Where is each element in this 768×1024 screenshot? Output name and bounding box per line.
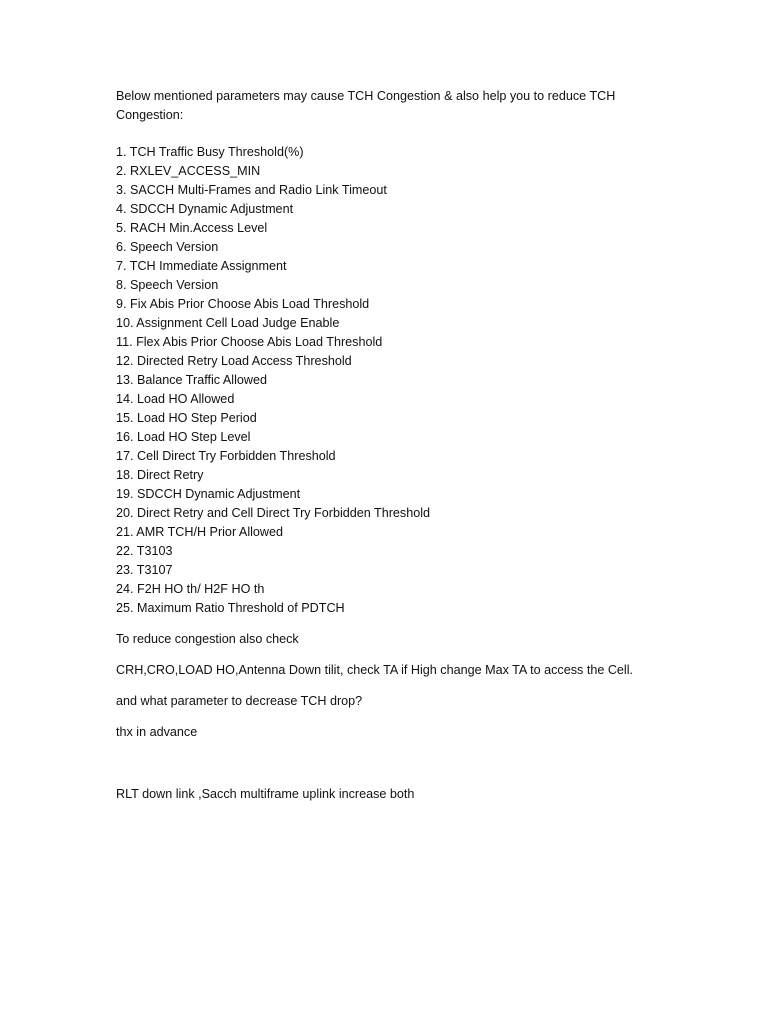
- list-item: 13. Balance Traffic Allowed: [116, 373, 267, 387]
- document-body: [116, 87, 656, 804]
- list-item: 6. Speech Version: [116, 240, 219, 254]
- list-item: 23. T3107: [116, 563, 173, 577]
- list-item: 9. Fix Abis Prior Choose Abis Load Threshold: [116, 297, 370, 311]
- list-item: 10. Assignment Cell Load Judge Enable: [116, 316, 340, 330]
- list-item: 12. Directed Retry Load Access Threshold: [116, 354, 352, 368]
- list-item: 20. Direct Retry and Cell Direct Try Forbidden Threshold: [116, 506, 431, 520]
- list-item: 1. TCH Traffic Busy Threshold(%): [116, 145, 304, 159]
- intro-paragraph: Below mentioned parameters may cause TCH Congestion & also help you to reduce TCH Congestion:: [116, 89, 616, 122]
- list-item: 19. SDCCH Dynamic Adjustment: [116, 487, 301, 501]
- reduce-congestion-detail: CRH,CRO,LOAD HO,Antenna Down tilit, check TA if High change Max TA to access the Cell.: [116, 663, 634, 677]
- list-item: 18. Direct Retry: [116, 468, 204, 482]
- question-text: and what parameter to decrease TCH drop?: [116, 694, 363, 708]
- list-item: 11. Flex Abis Prior Choose Abis Load Threshold: [116, 335, 383, 349]
- list-item: 21. AMR TCH/H Prior Allowed: [116, 525, 284, 539]
- reduce-congestion-heading: To reduce congestion also check: [116, 632, 299, 646]
- list-item: 4. SDCCH Dynamic Adjustment: [116, 202, 294, 216]
- list-item: 3. SACCH Multi-Frames and Radio Link Timeout: [116, 183, 387, 197]
- list-item: 2. RXLEV_ACCESS_MIN: [116, 164, 261, 178]
- list-item: 16. Load HO Step Level: [116, 430, 251, 444]
- reply-text: RLT down link ,Sacch multiframe uplink increase both: [116, 787, 415, 801]
- thanks-text: thx in advance: [116, 725, 198, 739]
- list-item: 24. F2H HO th/ H2F HO th: [116, 582, 265, 596]
- list-item: 5. RACH Min.Access Level: [116, 221, 268, 235]
- list-item: 7. TCH Immediate Assignment: [116, 259, 287, 273]
- list-item: 15. Load HO Step Period: [116, 411, 257, 425]
- list-item: 22. T3103: [116, 544, 173, 558]
- list-item: 25. Maximum Ratio Threshold of PDTCH: [116, 601, 345, 615]
- list-item: 8. Speech Version: [116, 278, 219, 292]
- list-item: 14. Load HO Allowed: [116, 392, 235, 406]
- list-item: 17. Cell Direct Try Forbidden Threshold: [116, 449, 336, 463]
- parameter-list: [116, 143, 656, 618]
